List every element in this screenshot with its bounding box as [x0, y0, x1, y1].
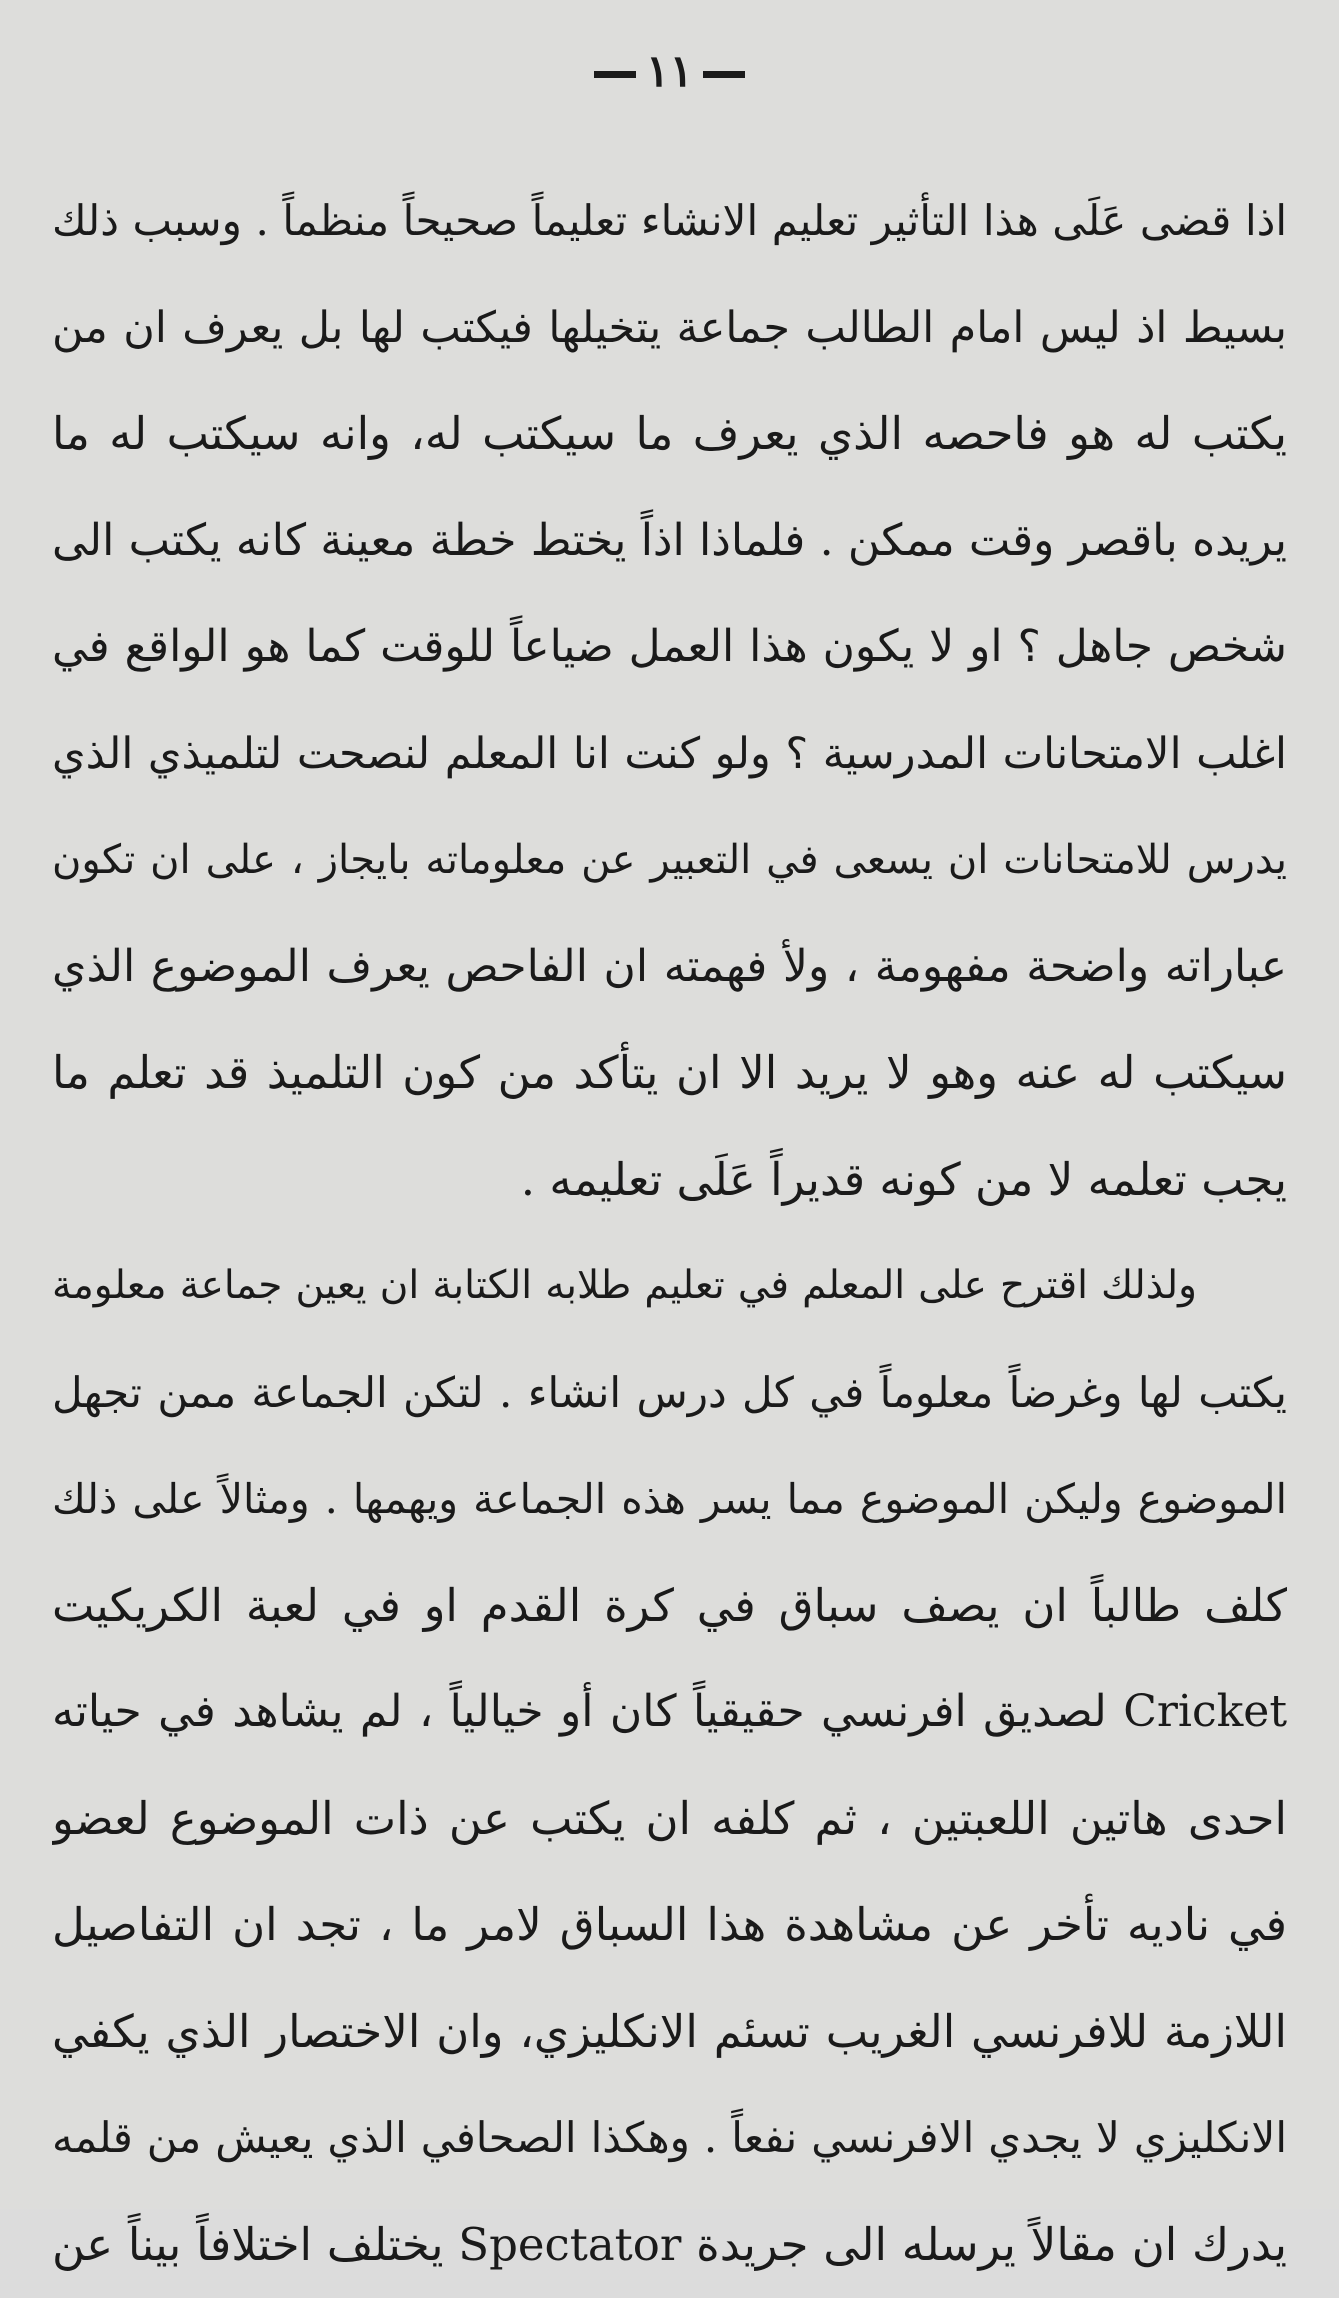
text-line: في ناديه تأخر عن مشاهدة هذا السباق لامر ما ، تجد ان التفاصيل	[52, 1872, 1287, 1979]
text-line: يدرس للامتحانات ان يسعى في التعبير عن معلوماته بايجاز ، على ان تكون	[52, 807, 1287, 914]
text-line: يكتب لها وغرضاً معلوماً في كل درس انشاء . لتكن الجماعة ممن تجهل	[52, 1340, 1287, 1447]
text-line: يدرك ان مقالاً يرسله الى جريدة Spectator يختلف اختلافاً بيناً عن	[52, 2192, 1287, 2298]
page-body	[52, 168, 1287, 2298]
page-number: ١١	[646, 46, 693, 97]
text-line: شخص جاهل ؟ او لا يكون هذا العمل ضياعاً للوقت كما هو الواقع في	[52, 594, 1287, 701]
text-line: بسيط اذ ليس امام الطالب جماعة يتخيلها فيكتب لها بل يعرف ان من	[52, 275, 1287, 382]
header-dash-right	[703, 71, 745, 78]
text-line: يكتب له هو فاحصه الذي يعرف ما سيكتب له، وانه سيكتب له ما	[52, 381, 1287, 488]
header-dash-left	[594, 71, 636, 78]
text-line: احدى هاتين اللعبتين ، ثم كلفه ان يكتب عن ذات الموضوع لعضو	[52, 1766, 1287, 1873]
text-line: يريده باقصر وقت ممكن . فلماذا اذاً يختط خطة معينة كانه يكتب الى	[52, 488, 1287, 595]
text-line-paragraph-start: ولذلك اقترح على المعلم في تعليم طلابه الكتابة ان يعين جماعة معلومة	[52, 1233, 1287, 1340]
text-line: الموضوع وليكن الموضوع مما يسر هذه الجماعة ويهمها . ومثالاً على ذلك	[52, 1446, 1287, 1553]
page-header	[0, 42, 1339, 102]
text-line: الانكليزي لا يجدي الافرنسي نفعاً . وهكذا الصحافي الذي يعيش من قلمه	[52, 2085, 1287, 2192]
text-line-paragraph-end: يجب تعلمه لا من كونه قديراً عَلَى تعليمه .	[52, 1127, 1287, 1234]
text-line: سيكتب له عنه وهو لا يريد الا ان يتأكد من كون التلميذ قد تعلم ما	[52, 1020, 1287, 1127]
text-line: عباراته واضحة مفهومة ، ولأ فهمته ان الفاحص يعرف الموضوع الذي	[52, 914, 1287, 1021]
text-line: اذا قضى عَلَى هذا التأثير تعليم الانشاء تعليماً صحيحاً منظماً . وسبب ذلك	[52, 168, 1287, 275]
text-line: اغلب الامتحانات المدرسية ؟ ولو كنت انا المعلم لنصحت لتلميذي الذي	[52, 701, 1287, 808]
text-line: Cricket لصديق افرنسي حقيقياً كان أو خيالياً ، لم يشاهد في حياته	[52, 1659, 1287, 1766]
text-line: كلف طالباً ان يصف سباق في كرة القدم او في لعبة الكريكيت	[52, 1553, 1287, 1660]
text-line: اللازمة للافرنسي الغريب تسئم الانكليزي، وان الاختصار الذي يكفي	[52, 1979, 1287, 2086]
